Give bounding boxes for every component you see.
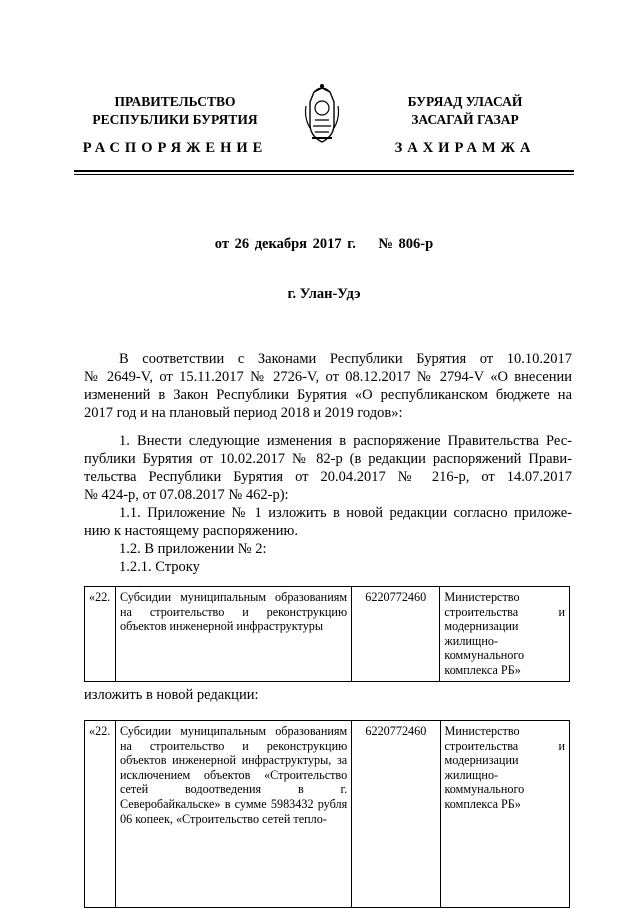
item-1-line: тельства Республики Бурятия от 20.04.2017 № 216-р, от 14.07.2017 — [84, 469, 572, 485]
row-organization-cell: Министерство строительства и модернизации жилищно-коммунального комплекса РБ» — [440, 587, 570, 682]
preamble-line: изменений в Закон Республики Бурятия «О республиканском бюджете на — [84, 387, 572, 403]
row-description-cell: Субсидии муниципальным образованиям на строительство и реконструкцию объектов инженерной инфраструктуры, за исключением объектов «Строительство сетей водоотведения в г. Северобайкальске» в сумме 5983432 рубля 06 копеек, «Строительство сетей тепло- — [115, 721, 351, 908]
item-1-2-1-line: 1.2.1. Строку — [119, 559, 200, 575]
header-divider — [74, 170, 574, 172]
header-left-line2: РЕСПУБЛИКИ БУРЯТИЯ — [92, 112, 258, 127]
preamble-line: 2017 год и на плановый период 2018 и 2019 годов»: — [84, 405, 403, 421]
preamble-paragraph — [84, 350, 572, 422]
document-type-bua: ЗАХИРАМЖА — [394, 140, 536, 156]
row-code-cell: 6220772460 — [352, 587, 440, 682]
item-1-line: публики Бурятия от 10.02.2017 № 82-р (в редакции распоряжений Прави- — [84, 451, 572, 467]
new-row-table — [84, 720, 570, 908]
row-number-cell: «22. — [85, 721, 116, 908]
preamble-line: В соответствии с Законами Республики Бурятия от 10.10.2017 — [119, 351, 572, 367]
row-organization-cell: Министерство строительства и модернизации жилищно-коммунального комплекса РБ» — [440, 721, 570, 908]
item-1-2-line: 1.2. В приложении № 2: — [119, 541, 267, 557]
document-type-ru: РАСПОРЯЖЕНИЕ — [82, 140, 268, 156]
header-right-block — [370, 93, 560, 129]
row-description-cell: Субсидии муниципальным образованиям на строительство и реконструкцию объектов инженерной инфраструктуры — [115, 587, 351, 682]
item-1-line: 1. Внести следующие изменения в распоряжение Правительства Рес- — [119, 433, 572, 449]
table-row — [85, 587, 570, 682]
document-date-number: от 26 декабря 2017 г. № 806-р — [214, 236, 434, 252]
item-1-paragraph — [84, 432, 572, 576]
row-code-cell: 6220772460 — [352, 721, 440, 908]
row-number-cell: «22. — [85, 587, 116, 682]
header-left-block — [80, 93, 270, 129]
table-row — [85, 721, 570, 908]
new-edition-text: изложить в новой редакции: — [84, 687, 259, 703]
old-row-table — [84, 586, 570, 682]
header-right-line2: ЗАСАГАЙ ГАЗАР — [411, 112, 519, 127]
item-1-1-line: 1.1. Приложение № 1 изложить в новой редакции согласно приложе- — [119, 505, 572, 521]
coat-of-arms-icon — [300, 82, 344, 146]
header-divider-thin — [74, 174, 574, 175]
header-right-line1: БУРЯАД УЛАСАЙ — [407, 94, 523, 109]
preamble-line: № 2649-V, от 15.11.2017 № 2726-V, от 08.12.2017 № 2794-V «О внесении — [84, 369, 572, 385]
new-edition-label — [84, 686, 572, 704]
item-1-1-line: нию к настоящему распоряжению. — [84, 523, 299, 539]
header-left-line1: ПРАВИТЕЛЬСТВО — [114, 94, 236, 109]
document-city: г. Улан-Удэ — [287, 286, 361, 302]
item-1-line: № 424-р, от 07.08.2017 № 462-р): — [84, 487, 289, 503]
